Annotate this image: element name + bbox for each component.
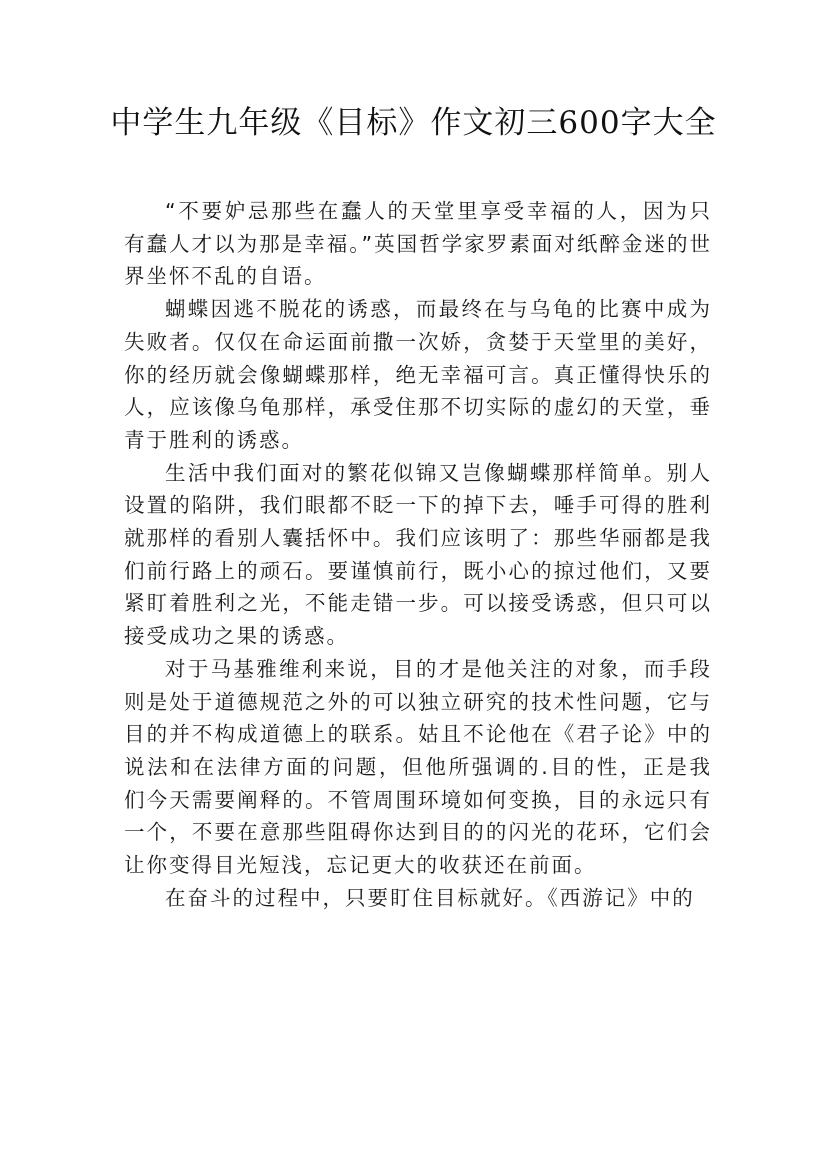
document-title: 中学生九年级《目标》作文初三600字大全: [110, 105, 717, 141]
paragraph-5: 在奋斗的过程中，只要盯住目标就好。《西游记》中的: [165, 885, 695, 910]
paragraph-1: “不要妒忌那些在蠢人的天堂里享受幸福的人，因为只有蠢人才以为那是幸福。”英国哲学家罗素面对纸醉金迷的世界坐怀不乱的自语。: [124, 199, 712, 289]
paragraph-3: 生活中我们面对的繁花似锦又岂像蝴蝶那样简单。别人设置的陷阱，我们眼都不眨一下的掉下去，唾手可得的胜利就那样的看别人囊括怀中。我们应该明了：那些华丽都是我们前行路上的顽石。要谨慎前行，既小心的掠过他们，又要紧盯着胜利之光，不能走错一步。可以接受诱惑，但只可以接受成功之果的诱惑。: [124, 460, 712, 649]
document-body: [124, 195, 712, 914]
paragraph-4: 对于马基雅维利来说，目的才是他关注的对象，而手段则是处于道德规范之外的可以独立研究的技术性问题，它与目的并不构成道德上的联系。姑且不论他在《君子论》中的说法和在法律方面的问题，但他所强调的.目的性，正是我们今天需要阐释的。不管周围环境如何变换，目的永远只有一个，不要在意那些阻碍你达到目的的闪光的花环，它们会让你变得目光短浅，忘记更大的收获还在前面。: [124, 656, 712, 878]
paragraph-2: 蝴蝶因逃不脱花的诱惑，而最终在与乌龟的比赛中成为失败者。仅仅在命运面前撒一次娇，贪婪于天堂里的美好，你的经历就会像蝴蝶那样，绝无幸福可言。真正懂得快乐的人，应该像乌龟那样，承受住那不切实际的虚幻的天堂，垂青于胜利的诱惑。: [124, 297, 712, 452]
